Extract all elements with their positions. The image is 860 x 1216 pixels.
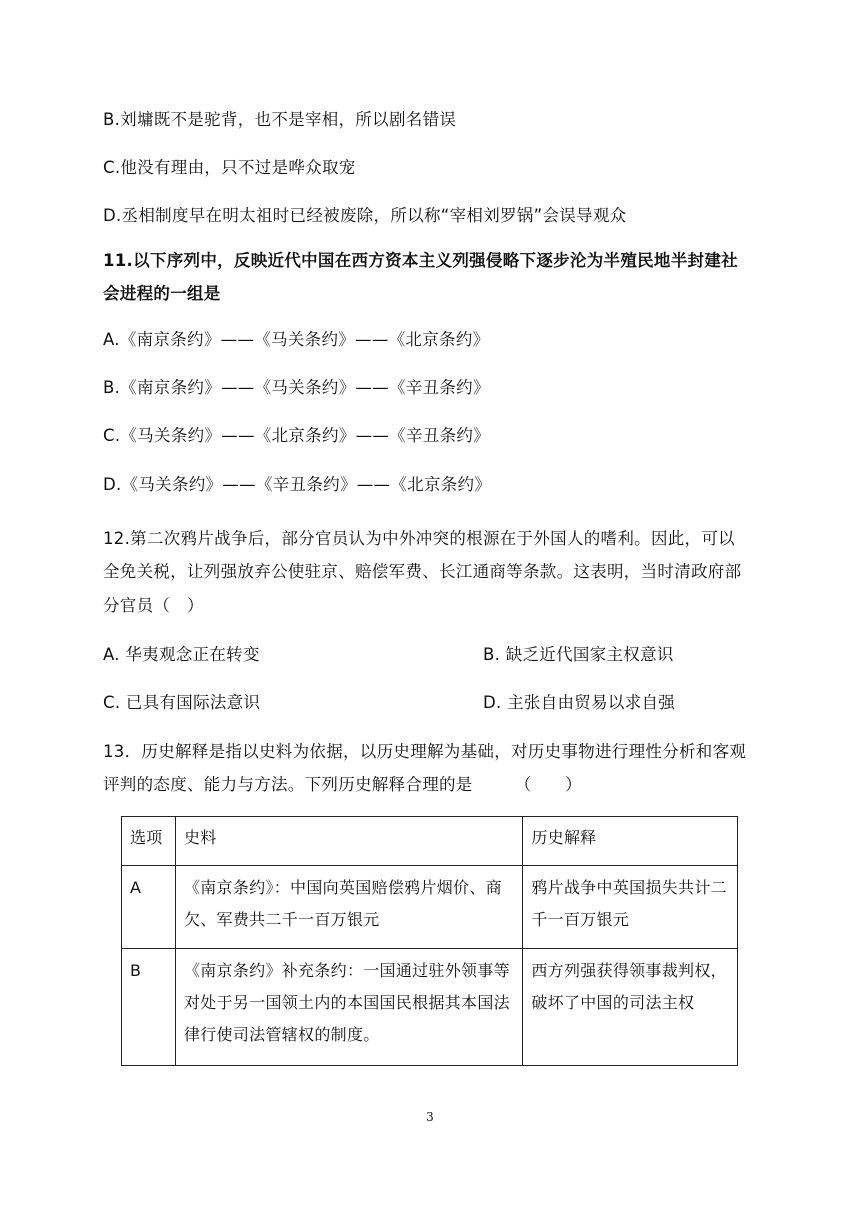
table-row: [122, 866, 738, 949]
q13-stem-line1: 13．历史解释是指以史料为依据，以历史理解为基础，对历史事物进行理性分析和客观: [103, 742, 747, 761]
q12-stem-line3: 分官员（ ）: [103, 596, 204, 615]
history-interpretation-table: [121, 816, 738, 1066]
header-interpretation: 历史解释: [523, 817, 738, 866]
row-b-option: B: [122, 949, 176, 1066]
q12-option-d: D. 主张自由贸易以求自强: [483, 693, 676, 712]
row-b-interpretation: 西方列强获得领事裁判权，破坏了中国的司法主权: [523, 949, 738, 1066]
q11-option-d: D.《马关条约》——《辛丑条约》——《北京条约》: [103, 475, 492, 494]
q12-option-c: C. 已具有国际法意识: [103, 693, 261, 712]
header-source: 史料: [175, 817, 522, 866]
table-header-row: [122, 817, 738, 866]
q11-option-c: C.《马关条约》——《北京条约》——《辛丑条约》: [103, 426, 490, 445]
row-b-source: 《南京条约》补充条约：一国通过驻外领事等对处于另一国领土内的本国国民根据其本国法律行使司法管辖权的制度。: [175, 949, 522, 1066]
q10-option-c: C.他没有理由，只不过是哗众取宠: [103, 158, 356, 177]
header-option: 选项: [122, 817, 176, 866]
q11-stem-line2: 会进程的一组是: [103, 284, 221, 303]
q10-option-b: B.刘墉既不是驼背，也不是宰相，所以剧名错误: [103, 110, 457, 129]
q12-option-a: A. 华夷观念正在转变: [103, 645, 260, 664]
row-a-interpretation: 鸦片战争中英国损失共计二千一百万银元: [523, 866, 738, 949]
q12-stem-line2: 全免关税，让列强放弃公使驻京、赔偿军费、长江通商等条款。这表明，当时清政府部: [103, 562, 742, 581]
q11-option-a: A.《南京条约》——《马关条约》——《北京条约》: [103, 330, 490, 349]
q11-option-b: B.《南京条约》——《马关条约》——《辛丑条约》: [103, 378, 490, 397]
q13-stem-line2: 评判的态度、能力与方法。下列历史解释合理的是 （ ）: [103, 775, 582, 794]
q12-stem-line1: 12.第二次鸦片战争后，部分官员认为中外冲突的根源在于外国人的嗜利。因此，可以: [103, 529, 735, 548]
row-a-option: A: [122, 866, 176, 949]
row-a-source: 《南京条约》：中国向英国赔偿鸦片烟价、商欠、军费共二千一百万银元: [175, 866, 522, 949]
q10-option-d: D.丞相制度早在明太祖时已经被废除，所以称“宰相刘罗锅”会误导观众: [103, 206, 627, 225]
q12-option-b: B. 缺乏近代国家主权意识: [483, 645, 674, 664]
table-row: [122, 949, 738, 1066]
q11-stem-line1: 11.以下序列中，反映近代中国在西方资本主义列强侵略下逐步沦为半殖民地半封建社: [103, 251, 738, 270]
page-number: 3: [426, 1110, 434, 1124]
